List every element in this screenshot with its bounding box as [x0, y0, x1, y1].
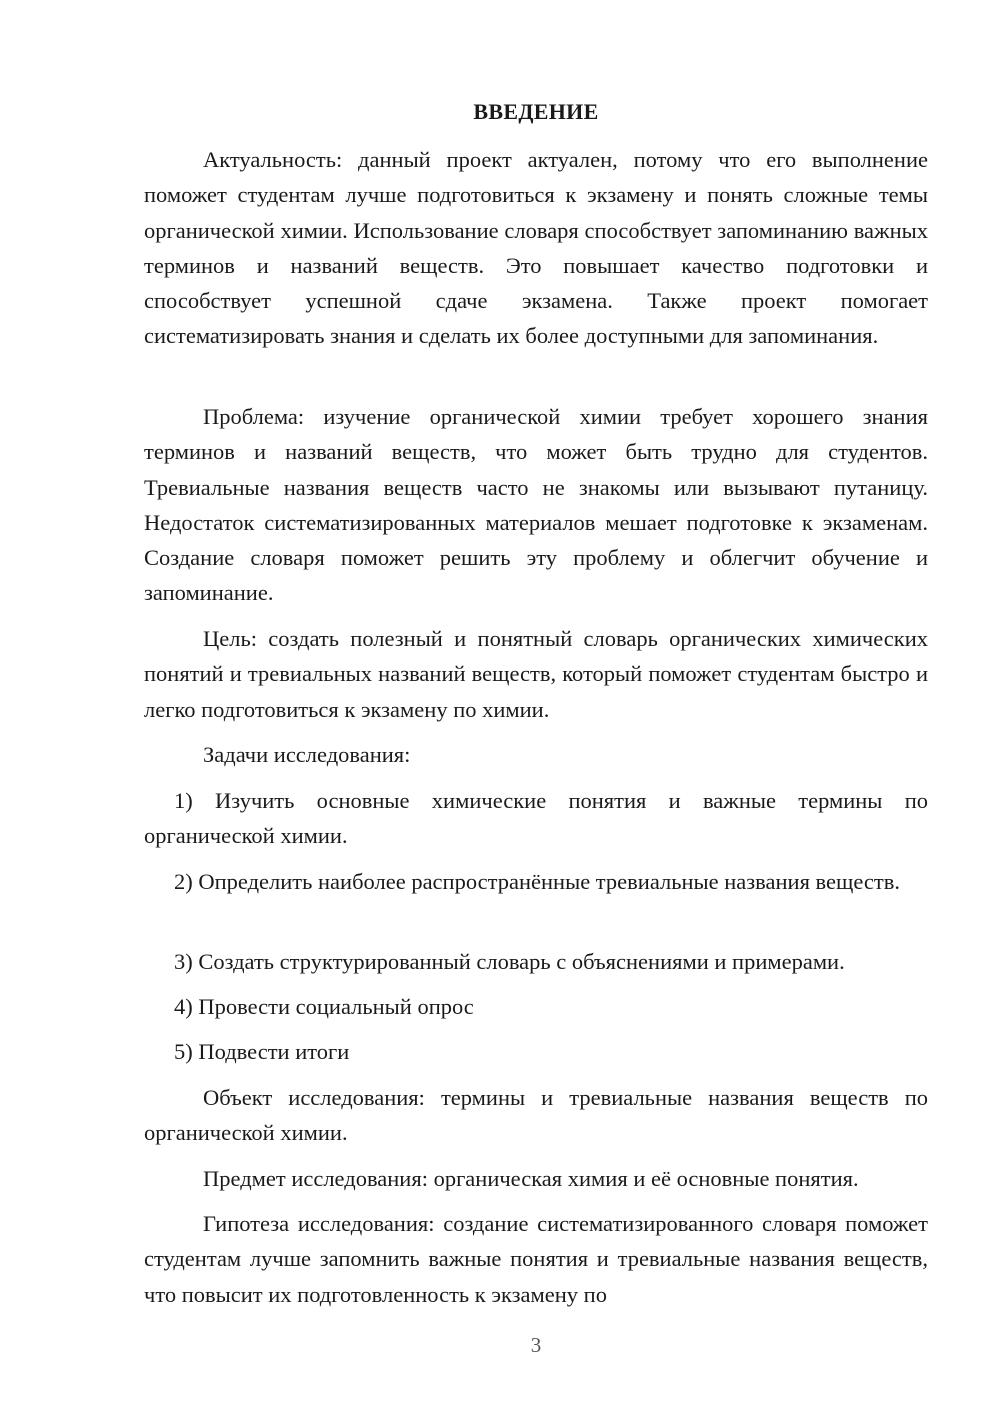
- task-item-1: 1) Изучить основные химические понятия и важные термины по органической химии.: [144, 788, 928, 849]
- task-item-5: 5) Подвести итоги: [174, 1039, 350, 1064]
- paragraph-object: Объект исследования: термины и тревиальные названия веществ по органической химии.: [144, 1085, 928, 1146]
- page-number: 3: [530, 1333, 542, 1357]
- paragraph-problem: Проблема: изучение органической химии требует хорошего знания терминов и названий веществ, что может быть трудно для студентов. Тревиальные названия веществ часто не знакомы или вызывают путаницу. Недостаток систематизированных материалов мешает подготовке к экзаменам. Создание словаря поможет решить эту проблему и облегчит обучение и запоминание.: [144, 404, 928, 606]
- task-item-3: 3) Создать структурированный словарь с объяснениями и примерами.: [174, 949, 845, 974]
- paragraph-hypothesis: Гипотеза исследования: создание систематизированного словаря поможет студентам лучше запомнить важные понятия и тревиальные названия веществ, что повысит их подготовленность к экзамену по: [144, 1211, 928, 1307]
- task-item-2: 2) Определить наиболее распространённые тревиальные названия веществ.: [174, 869, 900, 894]
- paragraph-subject: Предмет исследования: органическая химия и её основные понятия.: [203, 1166, 859, 1191]
- section-heading: ВВЕДЕНИЕ: [473, 99, 599, 124]
- paragraph-goal: Цель: создать полезный и понятный словарь органических химических понятий и тревиальных названий веществ, который поможет студентам быстро и легко подготовиться к экзамену по химии.: [144, 626, 928, 722]
- paragraph-relevance: Актуальность: данный проект актуален, потому что его выполнение поможет студентам лучше подготовиться к экзамену и понять сложные темы органической химии. Использование словаря способствует запоминанию важных терминов и названий веществ. Это повышает качество подготовки и способствует успешной сдаче экзамена. Также проект помогает систематизировать знания и сделать их более доступными для запоминания.: [144, 147, 928, 349]
- task-item-4: 4) Провести социальный опрос: [174, 994, 474, 1019]
- tasks-heading: Задачи исследования:: [203, 742, 411, 767]
